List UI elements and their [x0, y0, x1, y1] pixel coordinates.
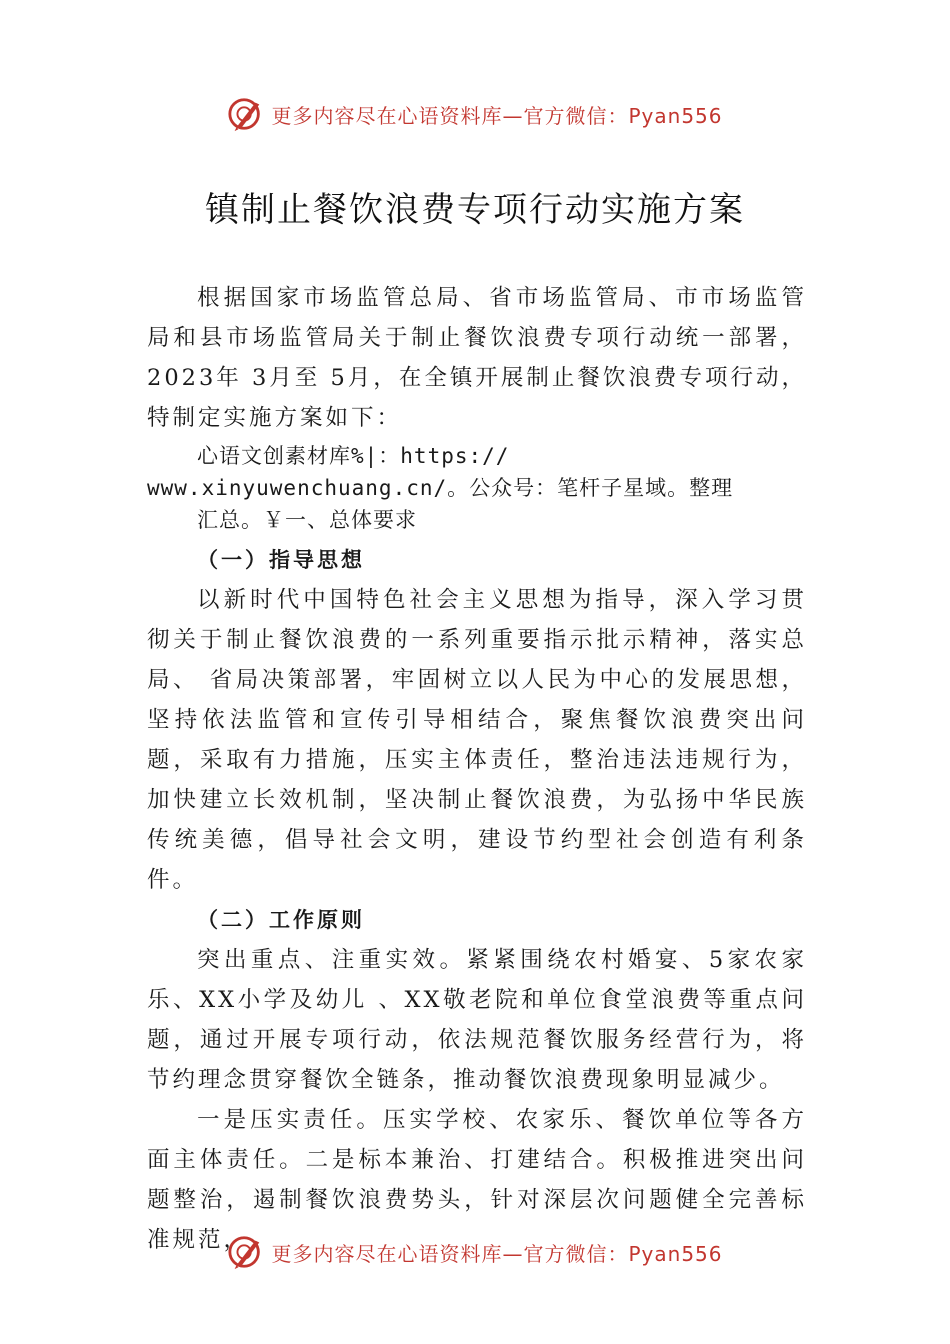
- header-banner-text: [271, 100, 722, 129]
- banner-main-text: 更多内容尽在心语资料库: [271, 1241, 503, 1266]
- banner-wechat-label: 官方微信：: [523, 103, 629, 128]
- banner-wechat-label: 官方微信：: [523, 1241, 629, 1266]
- footer-banner: [0, 1232, 950, 1272]
- work-principles-paragraph: 突出重点、注重实效。紧紧围绕农村婚宴、5家农家乐、XX小学及幼儿 、XX敬老院和单位食堂浪费等重点问题，通过开展专项行动，依法规范餐饮服务经营行为，将节约理念贯穿餐饮全链条，推动餐饮浪费现象明显减少。: [147, 947, 807, 1093]
- section-heading-work-principles: （二）工作原则: [197, 908, 365, 932]
- source-line: 汇总。￥一、总体要求: [197, 508, 417, 532]
- banner-dash: —: [502, 1241, 524, 1266]
- document-body: [147, 278, 807, 1260]
- footer-banner-text: [271, 1238, 722, 1267]
- responsibility-paragraph: 一是压实责任。压实学校、农家乐、餐饮单位等各方面主体责任。二是标本兼治、打建结合。积极推进突出问题整治，遏制餐饮浪费势头，针对深层次问题健全完善标准规范，: [147, 1107, 807, 1253]
- banner-main-text: 更多内容尽在心语资料库: [271, 103, 503, 128]
- banner-dash: —: [502, 103, 524, 128]
- header-banner: [0, 94, 950, 134]
- pen-logo-icon: [227, 1233, 265, 1271]
- source-line: www.xinyuwenchuang.cn/。公众号：笔杆子星域。整理: [147, 476, 734, 500]
- source-line: 心语文创素材库%|：https://: [197, 444, 510, 468]
- intro-paragraph: 根据国家市场监管总局、省市场监管局、市市场监管局和县市场监管局关于制止餐饮浪费专项行动统一部署，2023年 3月至 5月，在全镇开展制止餐饮浪费专项行动，特制定实施方案如下：: [147, 285, 807, 431]
- banner-wechat-id: Pyan556: [628, 1241, 723, 1266]
- section-heading-guiding-ideology: （一）指导思想: [197, 548, 365, 572]
- guiding-ideology-paragraph: 以新时代中国特色社会主义思想为指导，深入学习贯彻关于制止餐饮浪费的一系列重要指示批示精神，落实总局、 省局决策部署，牢固树立以人民为中心的发展思想，坚持依法监管和宣传引导相结合，聚焦餐饮浪费突出问题，采取有力措施，压实主体责任，整治违法违规行为，加快建立长效机制，坚决制止餐饮浪费，为弘扬中华民族传统美德，倡导社会文明，建设节约型社会创造有利条件。: [147, 587, 807, 893]
- document-title: 镇制止餐饮浪费专项行动实施方案: [205, 190, 745, 230]
- banner-wechat-id: Pyan556: [628, 103, 723, 128]
- pen-logo-icon: [227, 95, 265, 133]
